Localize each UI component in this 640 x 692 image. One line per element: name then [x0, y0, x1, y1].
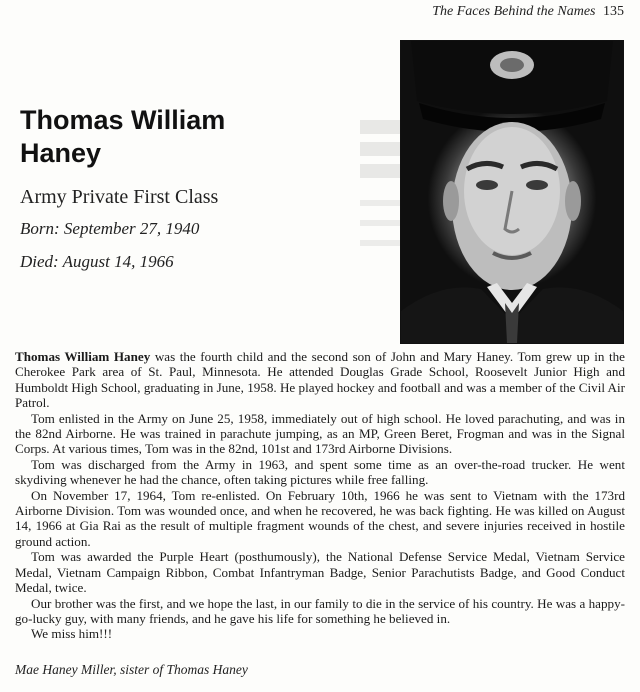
- born-line: [20, 219, 199, 239]
- page-title: [20, 104, 380, 170]
- bio-paragraph-6: Our brother was the first, and we hope the last, in our family to die in the service of his country. He was a happy-go-lucky guy, with many friends, and he gave his life for something he believed in.: [15, 595, 625, 626]
- bio-paragraph-7: We miss him!!!: [31, 626, 113, 642]
- bio-paragraph-3: Tom was discharged from the Army in 1963, and spent some time as an over-the-road trucker. He went skydiving whenever he had the chance, often taking pictures while free falling.: [15, 456, 625, 488]
- bio-paragraph-5: Tom was awarded the Purple Heart (posthumously), the National Defense Service Medal, Vietnam Service Medal, Vietnam Campaign Ribbon, Combat Infantryman Badge, Senior Parachutists Badge, and Good Conduct Medal, twice.: [15, 549, 625, 596]
- died-label: Died:: [20, 252, 59, 271]
- biography-text: [15, 349, 625, 642]
- running-title: The Faces Behind the Names: [432, 4, 596, 19]
- died-line: [20, 252, 174, 272]
- page-number: 135: [603, 4, 624, 19]
- bio-paragraph-1-text: was the fourth child and the second son of John and Mary Haney. Tom grew up in the Cherokee Park area of St. Paul, Minnesota. He attended Douglas Grade School, Roosevelt Junior High and Humboldt High School, graduating in June, 1958. He played hockey and football and was a member of the Civil Air Patrol.: [15, 349, 625, 411]
- bio-paragraph-4: On November 17, 1964, Tom re-enlisted. On February 10th, 1966 he was sent to Vietnam with the 173rd Airborne Division. Tom was wounded once, and when he recovered, he was back fighting. He was killed on August 14, 1966 at Gia Rai as the result of multiple fragment wounds of the chest, and severe injuries received in hostile ground action.: [15, 487, 625, 549]
- bio-paragraph-1: [15, 349, 625, 411]
- died-date: August 14, 1966: [62, 252, 174, 271]
- signature-line: Mae Haney Miller, sister of Thomas Haney: [15, 662, 248, 677]
- born-label: Born:: [20, 219, 60, 238]
- title-line-1: Thomas William: [20, 105, 226, 135]
- soldier-portrait-illustration: [401, 41, 623, 343]
- born-date: September 27, 1940: [63, 219, 200, 238]
- running-head: [432, 4, 624, 20]
- bio-lead-name: Thomas William Haney: [15, 349, 151, 364]
- title-line-2: Haney: [20, 138, 102, 168]
- portrait-photo: [400, 40, 624, 344]
- rank-subtitle: Army Private First Class: [20, 186, 219, 208]
- bio-paragraph-2: Tom enlisted in the Army on June 25, 1958, immediately out of high school. He loved parachuting, and was in the 82nd Airborne. He was trained in parachute jumping, as an MP, Green Beret, Frogman and was in the Signal Corps. At various times, Tom was in the 82nd, 101st and 173rd Airborne Divisions.: [15, 410, 625, 457]
